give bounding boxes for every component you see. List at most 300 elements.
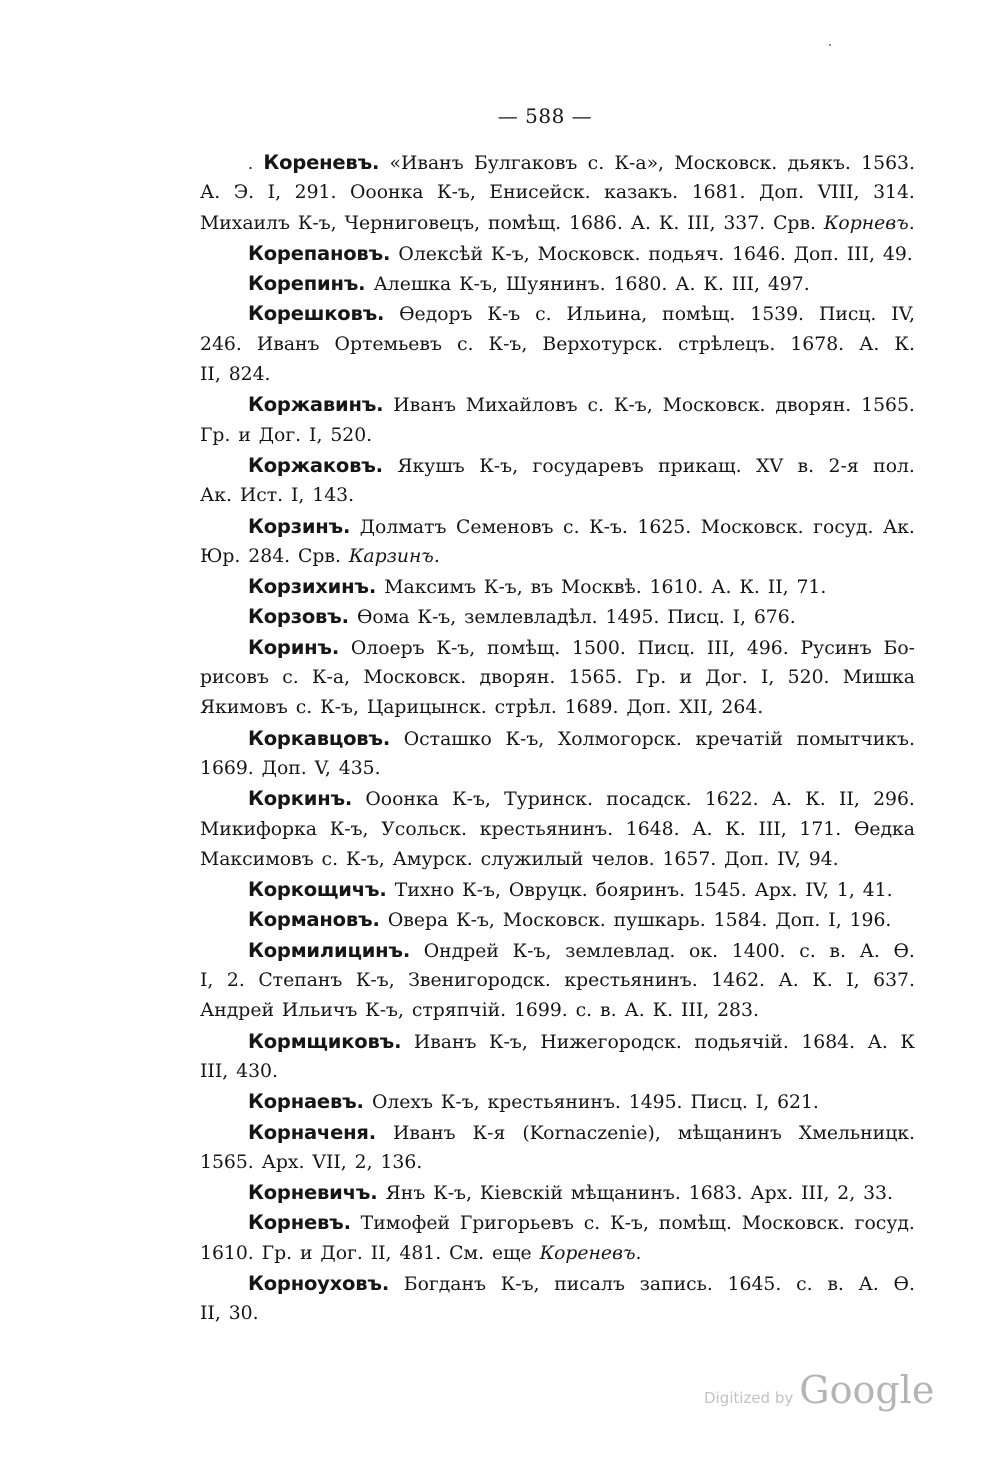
word: Доп. <box>793 243 839 265</box>
word: IV, <box>891 304 915 326</box>
word: Шуянинъ. <box>505 274 606 296</box>
word: Тимофей <box>360 1213 450 1235</box>
entry-first-line <box>200 1269 915 1299</box>
entry-line <box>200 815 915 845</box>
word: 41. <box>862 880 893 902</box>
word: К <box>900 1031 915 1053</box>
headword: Коринъ. <box>248 635 340 659</box>
word: А. <box>859 940 880 962</box>
word: подьяч. <box>648 243 725 265</box>
word: Степанъ <box>258 970 343 992</box>
entry-first-line <box>200 390 915 420</box>
word: Амурск. <box>392 848 473 870</box>
word: 1684. <box>801 1031 856 1053</box>
word: крестьянинъ. <box>487 1092 621 1114</box>
word: 296. <box>873 789 915 811</box>
word: служилый <box>480 848 584 870</box>
word: Писц. <box>818 304 877 326</box>
word: Григорьевъ <box>459 1213 574 1235</box>
word: Московск. <box>674 153 778 174</box>
word: Доп. <box>775 910 821 932</box>
entry-line <box>200 845 915 875</box>
word: 337. <box>723 212 766 234</box>
entry-line <box>200 1299 915 1329</box>
word: К-ъ, <box>479 455 519 477</box>
word: помѣщ. <box>487 212 562 234</box>
word: Михаилъ <box>200 212 290 234</box>
word: помытчикъ. <box>796 728 915 750</box>
word: с. <box>796 1273 813 1295</box>
entry-first-line <box>200 1208 915 1238</box>
word: I, <box>309 424 323 446</box>
word: с. <box>587 153 605 174</box>
word: К-ъ, <box>613 395 653 417</box>
headword: Кормилицинъ. <box>248 938 411 962</box>
headword: Кормановъ. <box>248 908 380 932</box>
word: 33. <box>863 1183 893 1205</box>
word: 2, <box>837 1183 856 1205</box>
word: рисовъ <box>200 667 269 689</box>
word: в. <box>600 1000 617 1022</box>
word: Ө. <box>893 1273 915 1295</box>
word: 1622. <box>704 789 759 811</box>
word: 94. <box>808 848 839 870</box>
word: Тихно <box>394 880 455 902</box>
word: Өедоръ <box>399 304 473 326</box>
word: Иванъ <box>392 1122 456 1144</box>
page-number: — 588 — <box>497 104 593 128</box>
headword: Корноуховъ. <box>248 1271 390 1295</box>
entry-first-line <box>200 633 915 663</box>
word: 1689. <box>564 697 619 719</box>
word: еще <box>491 1242 532 1264</box>
word: 1683. <box>688 1183 743 1205</box>
word: Московск. <box>741 1213 845 1235</box>
word: Доп. <box>626 697 672 719</box>
word: Гр. <box>635 667 667 689</box>
word: стрѣл. <box>494 697 557 719</box>
word: Холмогорск. <box>557 728 682 750</box>
word: госуд. <box>813 516 874 538</box>
word: А. <box>200 182 221 204</box>
entry-first-line <box>200 1118 915 1148</box>
word: 621. <box>777 1092 819 1114</box>
word: мѣщанинъ <box>677 1122 782 1144</box>
word: запись. <box>639 1273 713 1295</box>
word: 1699. <box>513 1000 568 1022</box>
word: XV <box>756 455 784 477</box>
word: К-ъ, <box>433 1183 472 1205</box>
word: 1500. <box>572 637 626 659</box>
entry-line <box>200 330 915 360</box>
word: 520. <box>330 424 373 446</box>
entry-first-line <box>200 1178 915 1208</box>
headword: Корешковъ. <box>248 302 385 326</box>
cross-reference: Карзинъ. <box>348 545 440 567</box>
word: К-а, <box>311 667 351 689</box>
word: в. <box>827 1273 844 1295</box>
word: и <box>238 424 251 446</box>
word: Э. <box>233 182 255 204</box>
word: 1678. <box>790 333 845 355</box>
word: I, <box>755 1092 770 1114</box>
leading-dot: . <box>248 154 254 173</box>
word: госуд. <box>854 1213 915 1235</box>
word: крестьянинъ. <box>479 818 614 840</box>
word: К-ъ, <box>437 182 476 204</box>
word: пол. <box>873 455 915 477</box>
word: III, <box>846 243 875 265</box>
word: с. <box>563 516 580 538</box>
word: I, <box>290 485 305 507</box>
word: Ооонка <box>350 182 424 204</box>
word: Михайловъ <box>465 395 578 417</box>
word: Булгаковъ <box>473 153 578 174</box>
word: помѣщ. <box>658 1213 732 1235</box>
word: мѣщанинъ. <box>570 1183 681 1205</box>
word: Московск. <box>662 395 766 417</box>
google-logo-text: Google <box>799 1368 935 1412</box>
word: 1565. <box>200 1151 254 1173</box>
entry-line <box>200 481 915 511</box>
word: Ильина, <box>566 304 648 326</box>
word: и <box>300 1242 313 1264</box>
headword: Корзинъ. <box>248 514 351 538</box>
word: Осташко <box>403 728 492 750</box>
entry-line <box>200 1057 915 1087</box>
word: Алешка <box>373 274 452 296</box>
word: III, <box>758 818 787 840</box>
word: казакъ. <box>604 182 679 204</box>
word: К-ъ, <box>417 607 457 629</box>
headword: Коржавинъ. <box>248 393 384 417</box>
word: помѣщ. <box>487 637 561 659</box>
entry-line <box>200 693 915 723</box>
word: Өома <box>357 607 410 629</box>
word: Московск. <box>700 516 804 538</box>
word: К-ъ, <box>488 333 528 355</box>
word: III, <box>200 1060 229 1082</box>
word: Ондрей <box>423 940 499 962</box>
word: 2. <box>226 970 245 992</box>
word: прикащ. <box>658 455 742 477</box>
word: А. <box>630 212 651 234</box>
entry-line <box>200 542 915 572</box>
word: землевлад. <box>565 940 676 962</box>
word: с. <box>282 667 299 689</box>
word: Дог. <box>705 667 748 689</box>
word: А. <box>867 1031 888 1053</box>
cross-reference: Кореневъ. <box>539 1242 642 1264</box>
headword: Корневъ. <box>248 1211 351 1235</box>
word: Өедка <box>853 818 915 840</box>
word: 143. <box>312 485 355 507</box>
word: Овруцк. <box>508 880 588 902</box>
word: К-ъ, <box>512 940 552 962</box>
word: Юр. <box>200 545 241 567</box>
word: К. <box>894 333 915 355</box>
word: Олексѣй <box>398 243 483 265</box>
entry-first-line <box>200 724 915 754</box>
entry-first-line <box>200 572 915 602</box>
word: стрѣлецъ. <box>677 333 776 355</box>
entry-first-line <box>200 936 915 966</box>
word: бояринъ. <box>595 880 686 902</box>
dictionary-text <box>200 148 915 1330</box>
word: К. <box>805 789 826 811</box>
word: А. <box>692 818 713 840</box>
digitized-watermark <box>704 1368 934 1412</box>
word: 1539. <box>750 304 805 326</box>
word: Ист. <box>239 485 284 507</box>
headword: Коркавцовъ. <box>248 726 391 750</box>
word: с. <box>575 1000 593 1022</box>
word: 136. <box>380 1151 423 1173</box>
entry-line <box>200 209 915 239</box>
word: Русинъ <box>800 637 872 659</box>
word: К-ъ, <box>436 637 476 659</box>
word: 430. <box>236 1060 278 1082</box>
word: К-ъ, <box>505 728 545 750</box>
entry-first-line <box>200 451 915 481</box>
word: VII, <box>312 1151 347 1173</box>
word: Енисейск. <box>489 182 591 204</box>
word: Кіевскій <box>479 1183 563 1205</box>
word: 196. <box>849 910 892 932</box>
word: 1495. <box>605 607 660 629</box>
word: Доп. <box>261 757 307 779</box>
word: 2-я <box>828 455 859 477</box>
word: с. <box>321 848 339 870</box>
headword: Корепановъ. <box>248 241 391 265</box>
word: 30. <box>228 1303 259 1325</box>
entry-line <box>200 421 915 451</box>
headword: Корначеня. <box>248 1120 376 1144</box>
word: 1565. <box>568 667 623 689</box>
word: К-ъ, <box>456 910 495 932</box>
entry-first-line <box>200 269 915 299</box>
word: 1563. <box>861 153 915 174</box>
word: К-ъ, <box>488 1031 528 1053</box>
word: 283. <box>717 1000 759 1022</box>
word: К-ъ, <box>610 1213 649 1235</box>
word: дворян. <box>775 395 852 417</box>
word: 1681. <box>691 182 746 204</box>
word: К-ъ, <box>490 243 530 265</box>
word: К-ъ, <box>365 1000 404 1022</box>
headword: Кормщиковъ. <box>248 1029 402 1053</box>
word: V, <box>314 757 331 779</box>
headword: Корнаевъ. <box>248 1090 364 1114</box>
word: Максимовъ <box>200 848 314 870</box>
word: Срв. <box>773 212 816 234</box>
word: Московск. <box>537 243 641 265</box>
word: 1657. <box>662 848 717 870</box>
word: Андрей <box>200 1000 274 1022</box>
word: 1565. <box>861 395 915 417</box>
word: Арх. <box>754 880 798 902</box>
word: 1400. <box>731 940 786 962</box>
scan-speck <box>829 44 831 46</box>
word: К-ъ, <box>329 818 369 840</box>
headword: Корневичъ. <box>248 1181 378 1205</box>
word: Иванъ <box>413 1031 477 1053</box>
word: 314. <box>873 182 915 204</box>
word: 291. <box>294 182 337 204</box>
entry-line <box>200 754 915 784</box>
word: 1625. <box>637 516 692 538</box>
word: Мишка <box>842 667 915 689</box>
word: Писц. <box>667 607 725 629</box>
word: К. <box>703 274 724 296</box>
word: Гр. <box>261 1242 293 1264</box>
word: К-ъ, <box>320 697 359 719</box>
word: Богданъ <box>403 1273 486 1295</box>
word: Овера <box>387 910 449 932</box>
watermark-small-text: Digitized by <box>704 1389 794 1407</box>
word: К. <box>652 1000 674 1022</box>
word: Дог. <box>258 424 302 446</box>
word: Якушъ <box>397 455 465 477</box>
word: землевладѣл. <box>464 607 598 629</box>
word: А. <box>675 274 696 296</box>
word: Московск. <box>363 667 467 689</box>
word: II, <box>767 577 789 599</box>
word: дьякъ. <box>787 153 851 174</box>
word: 1610. <box>649 577 704 599</box>
entry-first-line <box>200 239 915 269</box>
word: помѣщ. <box>662 304 736 326</box>
word: Верхотурск. <box>542 333 663 355</box>
word: и <box>679 667 692 689</box>
entry-line <box>200 178 915 208</box>
word: Нижегородск. <box>540 1031 682 1053</box>
headword: Корзовъ. <box>248 605 349 629</box>
entry-first-line <box>200 148 915 178</box>
word: Ак. <box>200 485 232 507</box>
word: Янъ <box>385 1183 426 1205</box>
word: К-ъ, <box>452 789 491 811</box>
word: К. <box>739 577 760 599</box>
headword: Коркощичъ. <box>248 878 387 902</box>
word: II, <box>200 364 221 386</box>
entry-line <box>200 1148 915 1178</box>
word: IV, <box>805 880 829 902</box>
word: А. <box>778 970 799 992</box>
word: 264. <box>721 697 764 719</box>
headword: Коржаковъ. <box>248 453 383 477</box>
word: Черниговецъ, <box>344 212 481 234</box>
headword: Коркинъ. <box>248 787 353 811</box>
word: посадск. <box>606 789 692 811</box>
entry-first-line <box>200 299 915 329</box>
word: К-ъ, <box>297 212 337 234</box>
word: К. <box>812 970 833 992</box>
word: стряпчій. <box>411 1000 507 1022</box>
word: Максимъ <box>384 577 477 599</box>
word: Семеновъ <box>455 516 554 538</box>
word: государевъ <box>532 455 644 477</box>
entry-first-line <box>200 602 915 632</box>
word: ок. <box>689 940 719 962</box>
word: 71. <box>796 577 827 599</box>
word: 1610. <box>200 1242 254 1264</box>
word: К-ъ, <box>355 970 395 992</box>
word: I, <box>200 970 214 992</box>
word: 1648. <box>625 818 680 840</box>
entry-line <box>200 966 915 996</box>
entry-line <box>200 996 915 1026</box>
word: дворян. <box>479 667 556 689</box>
word: См. <box>449 1242 485 1264</box>
word: Писц. <box>690 1092 748 1114</box>
word: Ильичъ <box>281 1000 358 1022</box>
word: 496. <box>746 637 789 659</box>
word: К-а», <box>614 153 665 174</box>
word: 1495. <box>628 1092 683 1114</box>
word: крестьянинъ. <box>564 970 698 992</box>
word: пушкарь. <box>613 910 706 932</box>
word: Арх. <box>750 1183 794 1205</box>
headword: Корзихинъ. <box>248 575 377 599</box>
word: (Kornaczenie), <box>522 1122 661 1144</box>
word: Олоеръ <box>350 637 425 659</box>
headword: Корепинъ. <box>248 272 366 296</box>
word: IV, <box>777 848 801 870</box>
word: 284. <box>248 545 291 567</box>
word: Усольск. <box>381 818 468 840</box>
headword: Кореневъ. <box>263 151 380 174</box>
word: в. <box>829 940 846 962</box>
word: с. <box>295 697 313 719</box>
word: К-ъ, <box>500 1273 540 1295</box>
word: III, <box>706 637 736 659</box>
word: Писц. <box>637 637 696 659</box>
word: въ <box>530 577 554 599</box>
word: А. <box>859 333 880 355</box>
word: 1686. <box>569 212 623 234</box>
word: II, <box>200 1303 221 1325</box>
word: 246. <box>200 333 242 355</box>
word: челов. <box>591 848 655 870</box>
word: Хмельницк. <box>798 1122 915 1144</box>
word: 2, <box>354 1151 373 1173</box>
entry-first-line <box>200 1087 915 1117</box>
word: А. <box>858 1273 879 1295</box>
word: Ооонка <box>365 789 439 811</box>
word: VIII, <box>817 182 860 204</box>
word: с. <box>583 1213 601 1235</box>
word: А. <box>624 1000 645 1022</box>
word: I, <box>732 607 746 629</box>
word: кречатій <box>695 728 783 750</box>
word: 520. <box>787 667 830 689</box>
word: Царицынск. <box>366 697 487 719</box>
word: А. <box>711 577 732 599</box>
word: 1645. <box>727 1273 782 1295</box>
entry-line <box>200 1239 915 1269</box>
word: А. <box>771 789 793 811</box>
word: Доп. <box>759 182 805 204</box>
word: «Иванъ <box>389 153 464 174</box>
word: Бо- <box>883 637 915 659</box>
word: К-я <box>472 1122 506 1144</box>
word: писалъ <box>554 1273 625 1295</box>
word: К-ъ <box>487 304 521 326</box>
word: К-ъ. <box>589 516 628 538</box>
word: III, <box>687 212 716 234</box>
word: 49. <box>882 243 913 265</box>
